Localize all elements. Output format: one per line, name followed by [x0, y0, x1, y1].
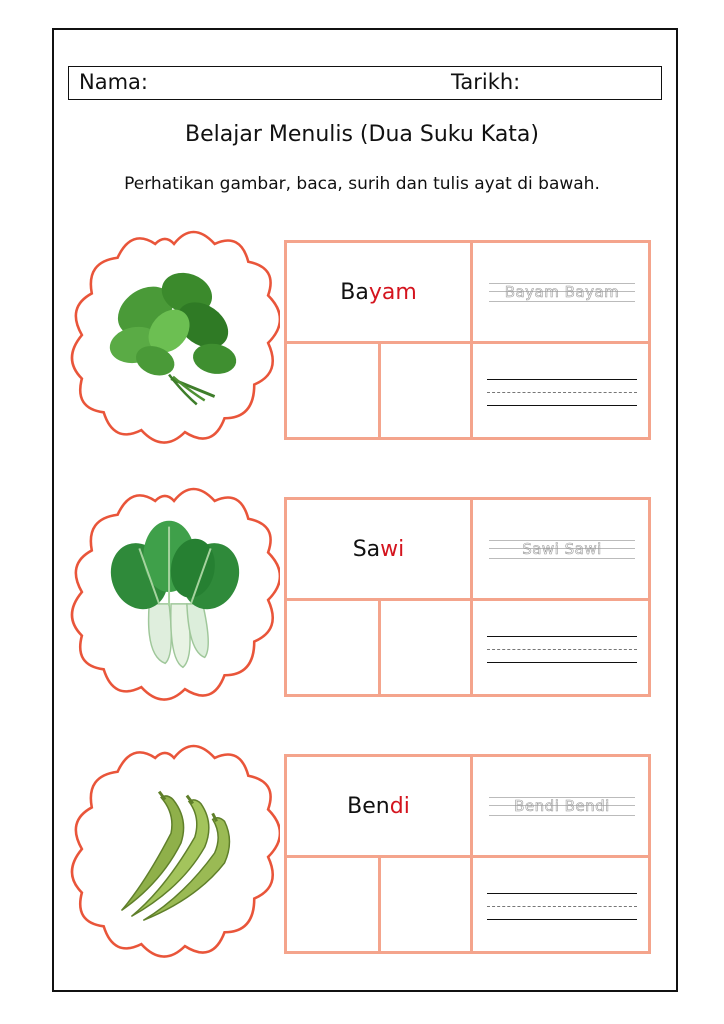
exercise-grid [284, 754, 651, 954]
writing-lines[interactable] [473, 344, 651, 440]
trace-text: Sawi Sawi [522, 540, 602, 558]
nama-label: Nama: [79, 70, 148, 94]
name-date-box [68, 66, 662, 100]
trace-area [473, 500, 651, 598]
tarikh-label: Tarikh: [451, 70, 521, 94]
exercise-bendi [0, 754, 724, 974]
word-prefix: Sa [352, 536, 381, 562]
syllable-word [287, 500, 470, 598]
word-suffix: di [389, 793, 410, 819]
trace-area [473, 243, 651, 341]
word-suffix: yam [368, 279, 417, 305]
syllable-word [287, 243, 470, 341]
exercise-grid [284, 497, 651, 697]
syllable-word [287, 757, 470, 855]
bok-choy-icon [70, 481, 280, 711]
worksheet-title: Belajar Menulis (Dua Suku Kata) [185, 122, 539, 147]
trace-text: Bendi Bendi [514, 797, 610, 815]
exercise-bayam [0, 240, 724, 460]
spinach-icon [70, 224, 280, 454]
exercise-grid [284, 240, 651, 440]
exercise-sawi [0, 497, 724, 717]
writing-lines[interactable] [473, 601, 651, 697]
trace-area [473, 757, 651, 855]
writing-lines[interactable] [473, 858, 651, 954]
okra-icon [70, 738, 280, 968]
word-suffix: wi [380, 536, 405, 562]
word-prefix: Ben [347, 793, 390, 819]
trace-text: Bayam Bayam [504, 283, 620, 301]
worksheet-instruction: Perhatikan gambar, baca, surih dan tulis ayat di bawah. [124, 174, 600, 194]
word-prefix: Ba [340, 279, 369, 305]
